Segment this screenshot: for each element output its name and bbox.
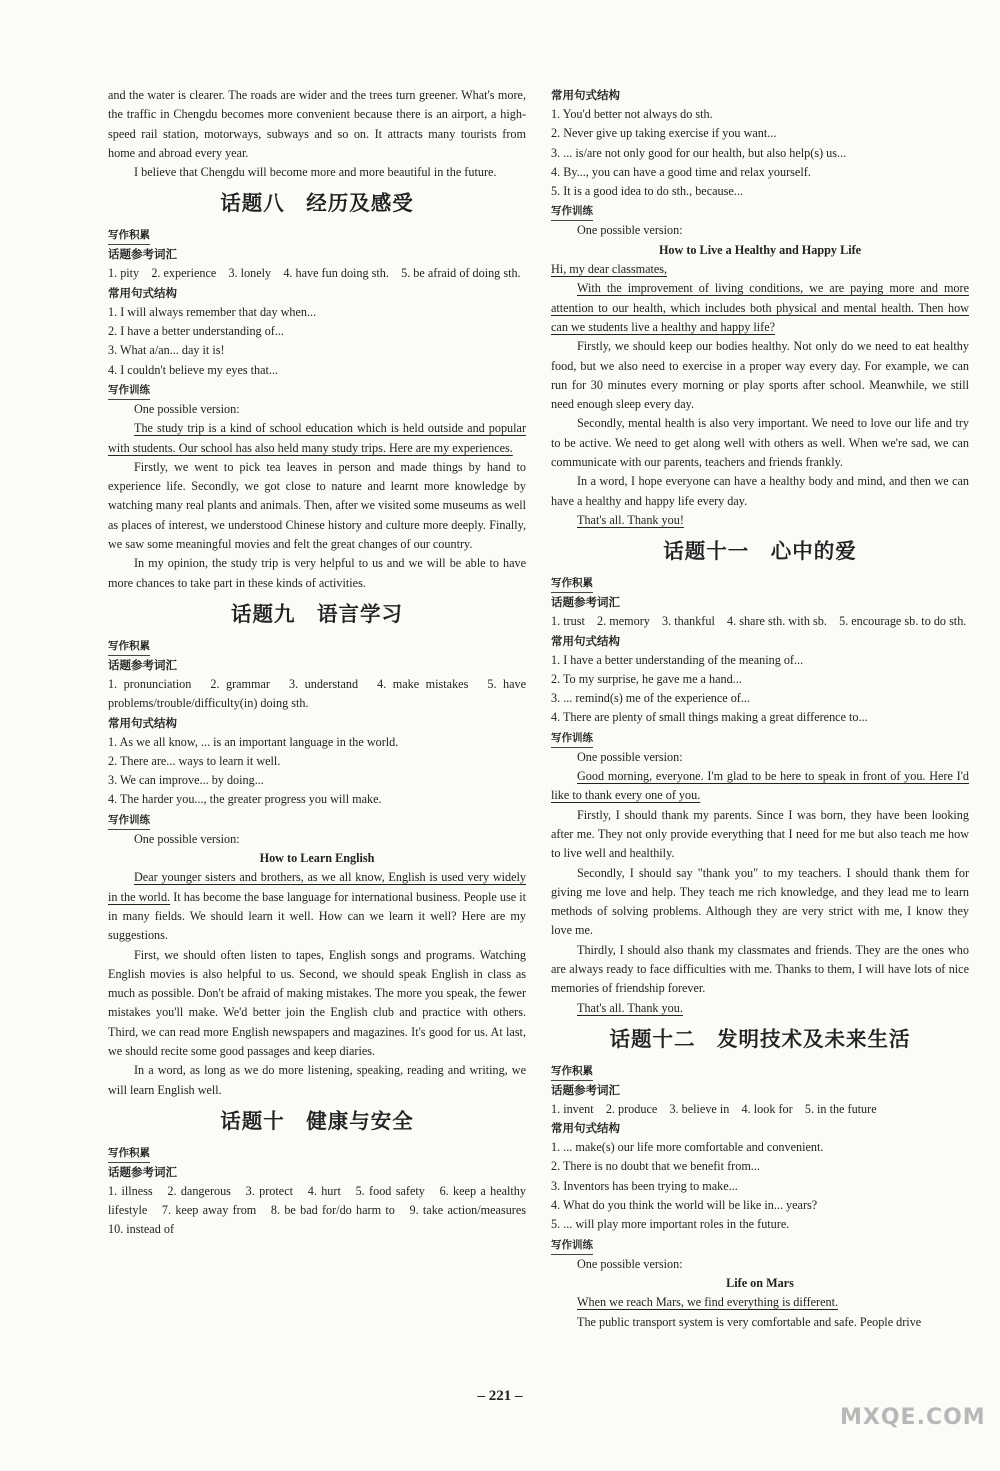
topic-10-body-3: In a word, I hope everyone can have a healthy body and mind, and then we can have a healthy and happy life every day.: [551, 474, 969, 508]
topic-8-sentence-4: 4. I couldn't believe my eyes that...: [108, 362, 279, 377]
topic-11-sentence-3: 3. ... remind(s) me of the experience of...: [551, 691, 750, 706]
topic-10-sentence-5: 5. It is a good idea to do sth., because...: [551, 184, 743, 199]
topic-10-essay-title: How to Live a Healthy and Happy Life: [658, 242, 862, 257]
topic-8-title: 话题八 经历及感受: [220, 191, 414, 216]
topic-9-essay-title: How to Learn English: [259, 851, 375, 866]
topic-11-body-2: Secondly, I should say "thank you" to my teachers. I should thank them for giving me love and help. They teach me rich knowledge, and they lead me to learn methods of solving problems. Although they are very strict with me, I know they love me.: [551, 865, 969, 938]
topic-11-sentence-2: 2. To my surprise, he gave me a hand...: [551, 671, 742, 686]
topic-8-vocab-heading: 话题参考词汇: [108, 247, 177, 262]
topic-10-sentence-2: 2. Never give up taking exercise if you want...: [551, 126, 777, 141]
topic-10-accumulation-tag: 写作积累: [108, 1144, 150, 1163]
topic-10-body-1: Firstly, we should keep our bodies healthy. Not only do we need to eat healthy food, but we also need to exercise in a proper way every day. For example, we can run for 30 minutes every morning or play sports after school. Meanwhile, we still need enough sleep every day.: [551, 339, 969, 412]
topic-11-sentence-heading: 常用句式结构: [551, 633, 620, 648]
topic-8-vocab: 1. pity 2. experience 3. lonely 4. have fun doing sth. 5. be afraid of doing sth.: [108, 266, 521, 281]
topic-12-sentence-5: 5. ... will play more important roles in the future.: [551, 1217, 790, 1232]
topic-11-version-label: One possible version:: [577, 749, 683, 764]
topic-11-training-tag: 写作训练: [551, 729, 593, 748]
topic-9-sentence-3: 3. We can improve... by doing...: [108, 773, 264, 788]
topic-11-sentence-4: 4. There are plenty of small things making a great difference to...: [551, 710, 868, 725]
topic-10-sentence-4: 4. By..., you can have a good time and relax yourself.: [551, 164, 811, 179]
topic-11-closing: That's all. Thank you.: [577, 1000, 683, 1015]
left-column: [108, 86, 539, 1240]
topic-10-version-label: One possible version:: [577, 223, 683, 238]
topic-12-sentence-4: 4. What do you think the world will be like in... years?: [551, 1198, 818, 1213]
topic-8-training-tag: 写作训练: [108, 381, 150, 400]
intro-paragraph-1: and the water is clearer. The roads are wider and the trees turn greener. What's more, the traffic in Chengdu becomes more convenient because there is an airport, a high-speed rail station, motorways, subways and so on. It attracts many tourists from home and abroad every year.: [108, 88, 526, 160]
topic-11-sentence-1: 1. I have a better understanding of the meaning of...: [551, 652, 804, 667]
topic-12-title: 话题十二 发明技术及未来生活: [609, 1026, 911, 1051]
topic-9-title: 话题九 语言学习: [231, 601, 403, 626]
topic-11-accumulation-tag: 写作积累: [551, 574, 593, 593]
topic-9-accumulation-tag: 写作积累: [108, 637, 150, 656]
topic-9-sentence-heading: 常用句式结构: [108, 715, 177, 730]
topic-10-greeting: Hi, my dear classmates,: [551, 262, 668, 277]
topic-12-vocab: 1. invent 2. produce 3. believe in 4. look for 5. in the future: [551, 1101, 877, 1116]
topic-9-body-2: In a word, as long as we do more listening, speaking, reading and writing, we will learn English well.: [108, 1063, 526, 1097]
topic-8-sentence-1: 1. I will always remember that day when...: [108, 304, 317, 319]
topic-11-vocab: 1. trust 2. memory 3. thankful 4. share sth. with sb. 5. encourage sb. to do sth.: [551, 614, 967, 629]
topic-12-vocab-heading: 话题参考词汇: [551, 1082, 620, 1097]
topic-12-sentence-3: 3. Inventors has been trying to make...: [551, 1178, 738, 1193]
topic-9-underlined-opening: Dear younger sisters and brothers, as we all know, English is used very widely in the world.: [108, 870, 526, 904]
topic-9-vocab: 1. pronunciation 2. grammar 3. understand 4. make mistakes 5. have problems/trouble/difficulty(in) doing sth.: [108, 676, 526, 711]
topic-9-sentence-4: 4. The harder you..., the greater progress you will make.: [108, 792, 382, 807]
topic-9-version-label: One possible version:: [134, 831, 240, 846]
watermark: MXQE.COM: [840, 1405, 986, 1430]
topic-12-version-label: One possible version:: [577, 1256, 683, 1271]
topic-8-version-label: One possible version:: [134, 401, 240, 416]
topic-9-training-tag: 写作训练: [108, 811, 150, 830]
topic-10-title: 话题十 健康与安全: [220, 1108, 414, 1133]
topic-11-body-3: Thirdly, I should also thank my classmates and friends. They are the ones who are always ready to face difficulties with me. Thanks to them, I will have lots of nice memories of friendship forever.: [551, 942, 969, 996]
topic-12-body-1: The public transport system is very comfortable and safe. People drive: [577, 1314, 922, 1329]
topic-8-sentence-heading: 常用句式结构: [108, 285, 177, 300]
topic-10-vocab: 1. illness 2. dangerous 3. protect 4. hurt 5. food safety 6. keep a healthy lifestyle 7. keep away from 8. be bad for/do harm to 9. take action/measures 10. instead of: [108, 1183, 539, 1237]
topic-10-training-tag: 写作训练: [551, 202, 593, 221]
topic-11-body-1: Firstly, I should thank my parents. Since I was born, they have been looking after me. They not only provide everything that I need for me but also teach me how to live well and healthily.: [551, 807, 969, 861]
topic-12-accumulation-tag: 写作积累: [551, 1062, 593, 1081]
topic-8-body-1: Firstly, we went to pick tea leaves in person and made things by hand to experience life. Secondly, we got close to nature and learnt more knowledge by watching many real plants and animals. Then, after we visited some museums as well as places of interest, we understood Chinese history and culture more deeply. Finally, we saw some meaningful movies and felt the great changes of our country.: [108, 459, 526, 552]
page-number: – 221 –: [477, 1388, 523, 1404]
topic-10-vocab-heading: 话题参考词汇: [108, 1164, 177, 1179]
topic-10-sentence-heading: 常用句式结构: [551, 88, 620, 102]
topic-11-underlined-opening: Good morning, everyone. I'm glad to be here to speak in front of you. Here I'd like to thank every one of you.: [551, 769, 969, 803]
topic-8-accumulation-tag: 写作积累: [108, 226, 150, 245]
topic-12-training-tag: 写作训练: [551, 1236, 593, 1255]
topic-9-sentence-1: 1. As we all know, ... is an important language in the world.: [108, 734, 399, 749]
right-column: [551, 86, 969, 1332]
topic-9-vocab-heading: 话题参考词汇: [108, 657, 177, 672]
topic-12-sentence-1: 1. ... make(s) our life more comfortable and convenient.: [551, 1140, 824, 1155]
topic-10-body-2: Secondly, mental health is also very important. We need to love our life and try to be active. We need to get along well with others as well. When we're sad, we can communicate with our parents, teachers and friends frankly.: [551, 416, 969, 470]
topic-11-vocab-heading: 话题参考词汇: [551, 595, 620, 610]
topic-10-closing: That's all. Thank you!: [577, 512, 684, 527]
topic-10-sentence-1: 1. You'd better not always do sth.: [551, 107, 713, 121]
topic-9-body-1: First, we should often listen to tapes, English songs and programs. Watching English movies is also helpful to us. Second, we should speak English in class as much as possible. Don't be afraid of making mistakes. The more you speak, the fewer mistakes you'll make. We'd better join the English club and practice with others. Third, we can read more English newspapers and magazines. It's good for us. At last, we should recite some good passages and keep diaries.: [108, 947, 526, 1058]
intro-paragraph-2: I believe that Chengdu will become more and more beautiful in the future.: [134, 165, 497, 180]
topic-8-sentence-3: 3. What a/an... day it is!: [108, 343, 225, 358]
topic-10-sentence-3: 3. ... is/are not only good for our health, but also help(s) us...: [551, 145, 847, 160]
topic-12-sentence-2: 2. There is no doubt that we benefit from...: [551, 1159, 760, 1174]
topic-9-opening-rest: It has become the base language for international business. People use it in many fields. We should learn it well. How can we learn it well? Here are my suggestions.: [108, 889, 526, 943]
topic-9-opening: [108, 868, 526, 945]
topic-12-essay-title: Life on Mars: [726, 1275, 794, 1290]
topic-8-sentence-2: 2. I have a better understanding of...: [108, 324, 284, 339]
topic-8-body-2: In my opinion, the study trip is very helpful to us and we will be able to have more chances to take part in these kinds of activities.: [108, 556, 526, 590]
topic-9-sentence-2: 2. There are... ways to learn it well.: [108, 753, 281, 768]
topic-8-underlined-opening: The study trip is a kind of school education which is held outside and popular with students. Our school has also held many study trips. Here are my experiences.: [108, 421, 526, 455]
topic-12-sentence-heading: 常用句式结构: [551, 1121, 620, 1136]
topic-10-underlined-opening: With the improvement of living conditions, we are paying more and more attention to our health, which includes both physical and mental health. Then how can we students live a healthy and happy life?: [551, 281, 969, 334]
topic-11-title: 话题十一 心中的爱: [663, 539, 857, 564]
topic-12-underlined-opening: When we reach Mars, we find everything is different.: [577, 1295, 839, 1310]
